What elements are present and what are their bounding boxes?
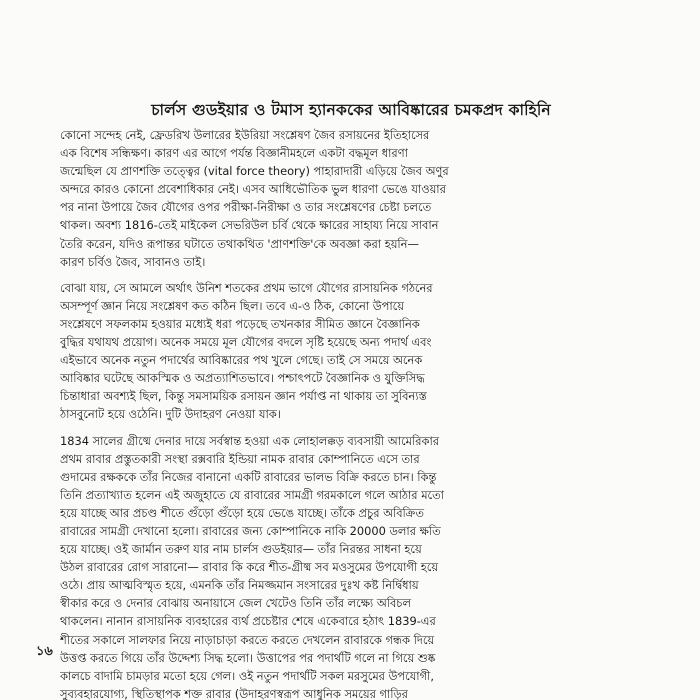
page-number: ১৬ <box>36 644 53 659</box>
text-line: কালচে বাদামি চামড়ার মতো হয়ে গেল। ওই নতুন পদার্থটি সকল মরসুমের উপযোগী, <box>60 668 434 683</box>
text-line: স্বীকার করে ও দেনার বোঝায় অনায়াসে জেল খেটেও তিনি তাঁর লক্ষ্যে অবিচল <box>60 596 411 611</box>
text-line: এইভাবে অনেক নতুন পদার্থের আবিষ্কারের পথ খুলে গেছে। তাই সে সময়ে অনেক <box>60 353 423 368</box>
text-line: বোঝা যায়, সে আমলে অর্থাৎ উনিশ শতকের প্রথম ভাগে যৌগের রাসায়নিক গঠনের <box>60 280 433 295</box>
text-line: কোনো সন্দেহ নেই, ফ্রেডরিখ উলারের ইউরিয়া সংশ্লেষণ জৈব রসায়নের ইতিহাসের <box>60 128 430 142</box>
text-line: সুব্যবহারযোগ্য, স্থিতিস্থাপক শক্ত রাবার (উদাহরণস্বরূপ আধুনিক সময়ের গাড়ির <box>60 686 408 700</box>
text-line: সংশ্লেষণে সফলকাম হওয়ার মধ্যেই ধরা পড়েছে তখনকার সীমিত জ্ঞানে বৈজ্ঞানিক <box>60 316 420 331</box>
text-line: জন্মেছিল যে প্রাণশক্তি তত্ত্বের (vital force theory) পাহারাদারী এড়িয়ে জৈব অণুর <box>60 164 449 179</box>
text-line: ওঠে। প্রায় আত্মবিস্মৃত হয়ে, এমনকি তাঁর নিমজ্জমান সংসারের দুঃখ কষ্ট নির্দ্বিধায় <box>60 578 419 593</box>
paragraph <box>60 432 642 700</box>
text-line: এক বিশেষ সন্ধিক্ষণ। কারণ এর আগে পর্যন্ত বিজ্ঞানীমহলে একটা বদ্ধমূল ধারণা <box>60 146 408 161</box>
page-content <box>60 0 642 700</box>
text-line: উঠল রাবারের রোগ সারানো— রাবার কি করে শীত-গ্রীষ্ম সব মওসুমের উপযোগী হয়ে <box>60 560 439 575</box>
text-line: কারণ চর্বিও জৈব, সাবানও তাই। <box>60 254 206 269</box>
text-line: আবিষ্কার ঘটেছে আকস্মিক ও অপ্রত্যাশিতভাবে। পশ্চাৎপটে বৈজ্ঞানিক ও যুক্তিসিদ্ধ <box>60 371 425 386</box>
text-line: হয়ে যাচ্ছে। ওই জার্মান তরুণ যার নাম চার্লস গুডইয়ার— তাঁর নিরন্তর সাধনা হয়ে <box>60 542 422 557</box>
text-line: চিন্তাধারা অবশ্যই ছিল, কিন্তু সমসাময়িক রসায়ন জ্ঞান পর্যাপ্ত না থাকায় তা সুবিন্যস্ত <box>60 389 427 404</box>
text-line: অন্দরে কারও কোনো প্রবেশাধিকার নেই। এসব আধিভৌতিক ভুল ধারণা ভেঙে যাওয়ার <box>60 182 446 197</box>
text-line: থাকলেন। নানান রাসায়নিক ব্যবহারের ব্যর্থ প্রচেষ্টার শেষে একেবারে হঠাৎ 1839-এর <box>60 614 436 629</box>
text-line: অসম্পূর্ণ জ্ঞান নিয়ে সংশ্লেষণ কত কঠিন ছিল। তবে এ-ও ঠিক, কোনো উপায়ে <box>60 298 404 313</box>
text-line: গুদামের রক্ষককে তাঁর নিজের বানানো একটি রাবারের ভালভ বিক্রি করতে চান। কিন্তু <box>60 469 437 484</box>
text-line: তিনি প্রত্যাখ্যাত হলেন এই অজুহাতে যে রাবারের সামগ্রী গরমকালে গলে আঠার মতো <box>60 487 444 502</box>
text-line: থাকল। অবশ্য 1816-তেই মাইকেল সেভরিউল চর্বি থেকে ক্ষারের সাহায্য নিয়ে সাবান <box>60 218 439 233</box>
text-line: উত্তপ্ত করতে গিয়ে তাঁর উদ্দেশ্য সিদ্ধ হলো। উত্তাপের পর পদার্থটি গলে না গিয়ে শুষ্ক <box>60 650 436 665</box>
text-line: শীতের সকালে সালফার নিয়ে নাড়াচাড়া করতে করতে দেখলেন রাবারকে গন্ধক দিয়ে <box>60 632 435 647</box>
text-line: ঠাসবুনোট হয়ে ওঠেনি। দুটি উদাহরণ নেওয়া যাক। <box>60 407 281 422</box>
paragraph <box>60 126 642 271</box>
text-line: 1834 সালের গ্রীষ্মে দেনার দায়ে সর্বস্বান্ত হওয়া এক লোহালক্কড় ব্যবসায়ী আমেরিকার <box>60 433 440 448</box>
text-line: বুদ্ধির যথাযথ প্রয়োগ। অনেক সময়ে মূল যৌগের বদলে সৃষ্টি হয়েছে অন্য পদার্থ এবং <box>60 335 432 350</box>
chapter-title: চার্লস গুডইয়ার ও টমাস হ্যানককের আবিষ্কারের চমকপ্রদ কাহিনি <box>151 101 551 119</box>
text-line: প্রথম রাবার প্রস্তুতকারী সংস্থা রক্সবারি ইন্ডিয়া নামক রাবার কোম্পানিতে এসে তার <box>60 451 420 466</box>
text-line: পর নানা উপায়ে জৈব যৌগের ওপর পরীক্ষা-নিরীক্ষা ও তার সংশ্লেষণের চেষ্টা চলতে <box>60 200 432 215</box>
text-line: হয়ে যাচ্ছে আর প্রচণ্ড শীতে গুঁড়ো গুঁড়ো হয়ে ভেঙে যাচ্ছে। তাঁকে প্রচুর অবিক্রিত <box>60 505 424 520</box>
text-line: রাবারের সামগ্রী দেখানো হলো। রাবারের জন্য কোম্পানিকে নাকি 20000 ডলার ক্ষতি <box>60 523 441 538</box>
text-line: তৈরি করেন, যদিও রূপান্তর ঘটাতে তথাকথিত 'প্রাণশক্তি'কে অবজ্ঞা করা হয়নি— <box>60 236 419 251</box>
paragraph <box>60 279 642 424</box>
body-text <box>60 126 642 700</box>
